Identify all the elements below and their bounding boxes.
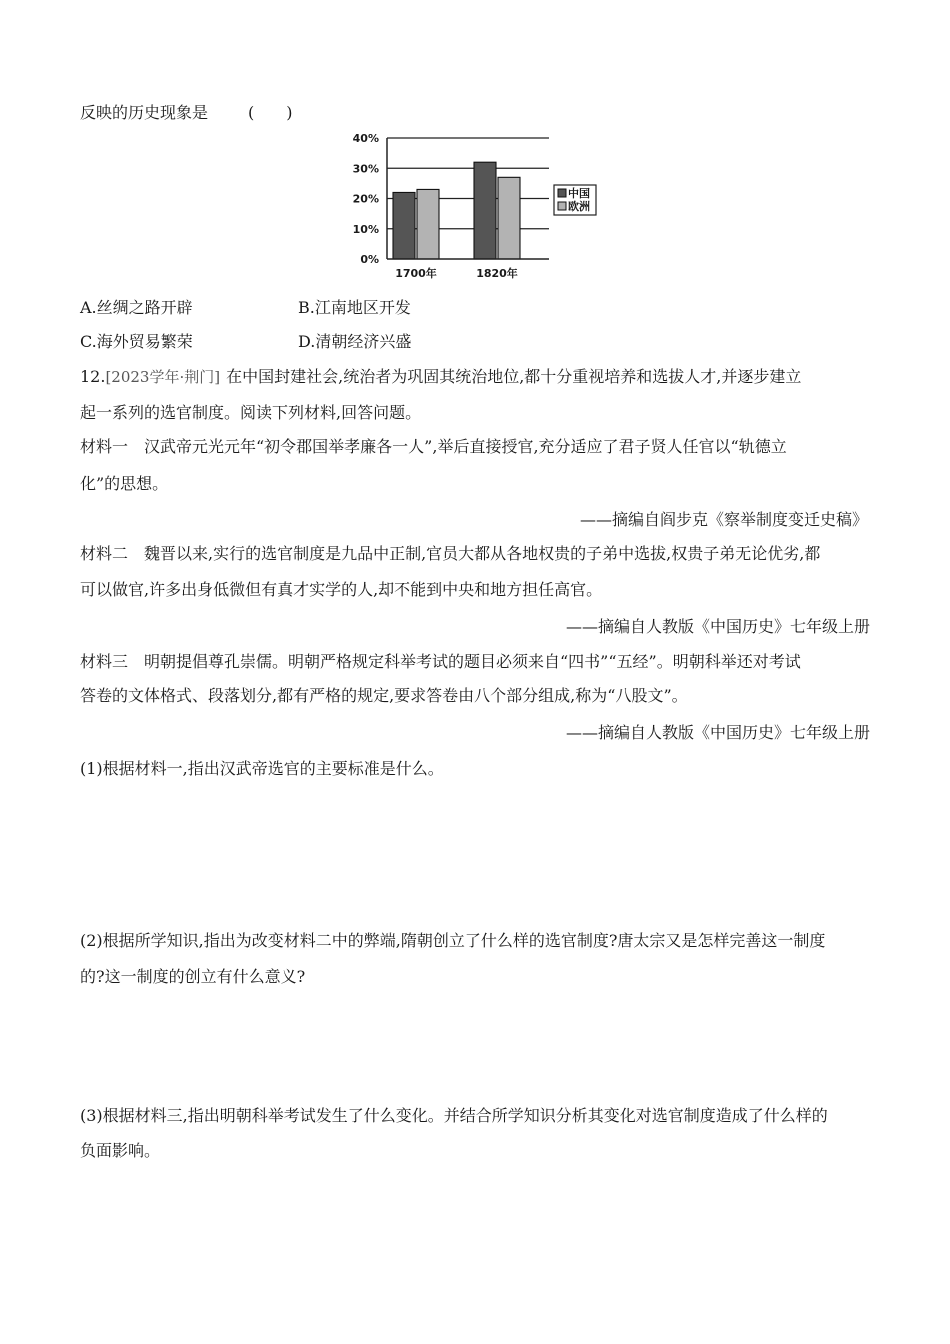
q12-intro-line1 — [80, 367, 801, 387]
legend-label: 欧洲 — [568, 200, 590, 213]
chart-bars — [393, 162, 520, 259]
bar-欧洲-1700年 — [417, 189, 439, 259]
bar-中国-1700年 — [393, 192, 415, 259]
x-tick-label: 1820年 — [476, 267, 518, 280]
material1-source: ——摘编自阎步克《察举制度变迁史稿》 — [579, 510, 868, 529]
chart-y-ticks — [353, 132, 379, 266]
q11-stem-end: 反映的历史现象是 — [80, 103, 209, 122]
material1-line2: 化”的思想。 — [80, 474, 169, 493]
legend-swatch — [558, 189, 566, 197]
y-tick-label: 0% — [360, 253, 379, 266]
sub-question-1: (1)根据材料一,指出汉武帝选官的主要标准是什么。 — [80, 759, 444, 778]
material2-line1: 材料二 魏晋以来,实行的选官制度是九品中正制,官员大都从各地权贵的子弟中选拔,权贵子弟无论优劣,都 — [80, 544, 821, 563]
q12-intro-line2: 起一系列的选官制度。阅读下列材料,回答问题。 — [80, 403, 422, 422]
sub-question-3-line1: (3)根据材料三,指出明朝科举考试发生了什么变化。并结合所学知识分析其变化对选官制度造成了什么样的 — [80, 1106, 828, 1125]
sub-question-2-line2: 的?这一制度的创立有什么意义? — [80, 967, 306, 986]
legend-swatch — [558, 202, 566, 210]
y-tick-label: 30% — [352, 162, 379, 176]
option-b: B.江南地区开发 — [298, 298, 411, 317]
bar-中国-1820年 — [474, 162, 496, 259]
q12-intro-text: 在中国封建社会,统治者为巩固其统治地位,都十分重视培养和选拔人才,并逐步建立 — [226, 367, 802, 386]
material2-source: ——摘编自人教版《中国历史》七年级上册 — [565, 617, 870, 636]
option-a: A.丝绸之路开辟 — [80, 298, 193, 317]
chart-x-ticks — [395, 266, 518, 280]
q12-source-tag: [2023学年·荆门] — [105, 368, 221, 386]
y-tick-label: 40% — [352, 132, 379, 145]
y-tick-label: 20% — [352, 192, 379, 206]
material3-line1: 材料三 明朝提倡尊孔崇儒。明朝严格规定科举考试的题目必须来自“四书”“五经”。明朝科举还对考试 — [80, 652, 801, 671]
material3-line2: 答卷的文体格式、段落划分,都有严格的规定,要求答卷由八个部分组成,称为“八股文”。 — [80, 686, 688, 705]
bar-欧洲-1820年 — [498, 177, 520, 259]
material2-line2: 可以做官,许多出身低微但有真才实学的人,却不能到中央和地方担任高官。 — [80, 580, 603, 599]
y-tick-label: 10% — [352, 222, 379, 236]
q11-answer-paren: ( ) — [248, 103, 293, 122]
option-c: C.海外贸易繁荣 — [80, 332, 193, 351]
material1-line1: 材料一 汉武帝元光元年“初令郡国举孝廉各一人”,举后直接授官,充分适应了君子贤人任官以“轨德立 — [80, 437, 787, 456]
sub-question-2-line1: (2)根据所学知识,指出为改变材料二中的弊端,隋朝创立了什么样的选官制度?唐太宗又是怎样完善这一制度 — [80, 931, 826, 950]
x-tick-label: 1700年 — [395, 267, 437, 280]
q12-number: 12. — [80, 367, 106, 386]
bar-chart — [345, 128, 615, 288]
chart-legend — [554, 185, 596, 215]
option-d: D.清朝经济兴盛 — [298, 332, 412, 351]
sub-question-3-line2: 负面影响。 — [80, 1141, 161, 1160]
legend-label: 中国 — [568, 187, 590, 200]
material3-source: ——摘编自人教版《中国历史》七年级上册 — [565, 723, 870, 742]
